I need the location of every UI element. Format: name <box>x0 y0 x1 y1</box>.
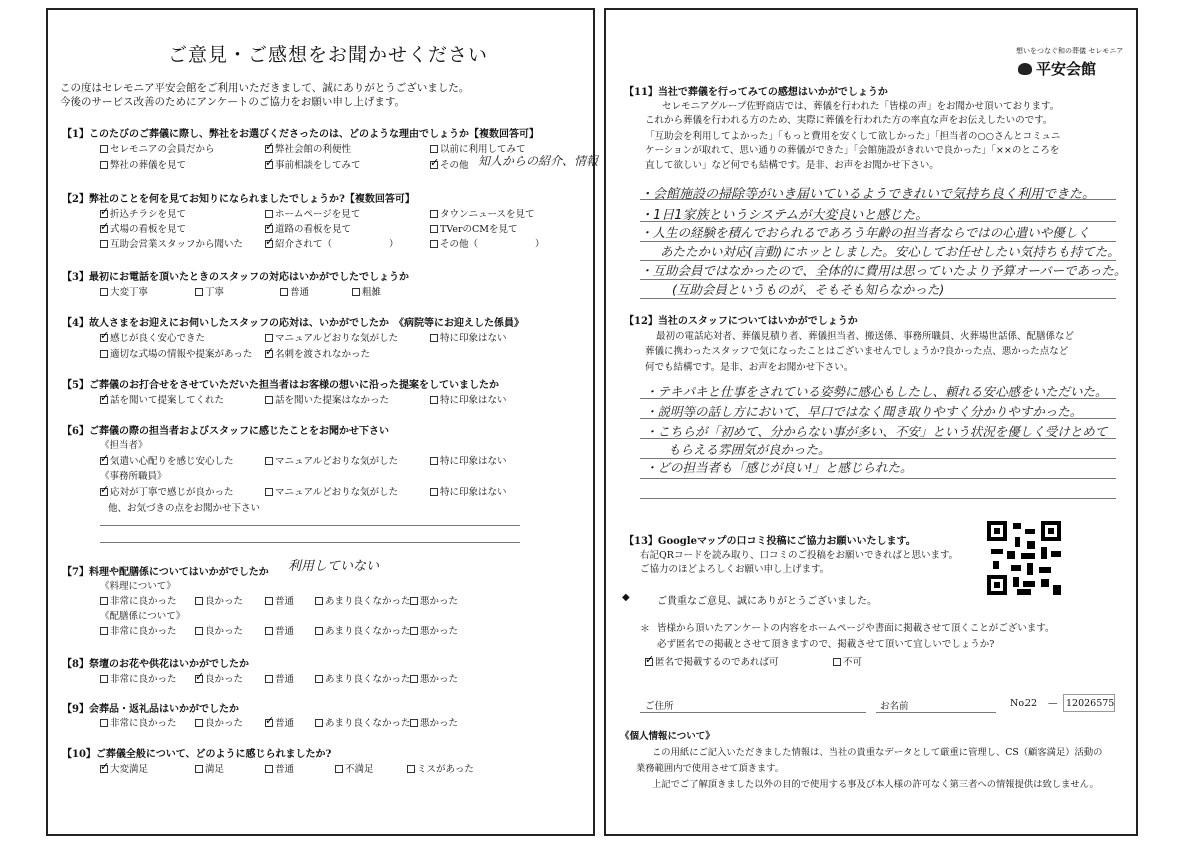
q2-option-flyer[interactable]: ✓折込チラシを見て <box>100 206 186 220</box>
option-label: 良かった <box>205 596 244 607</box>
question-6: 【6】ご葬儀の際の担当者およびスタッフに感じたことをお聞かせ下さい <box>62 426 389 437</box>
privacy-text-2: 業務範囲内で使用させて頂きます。 <box>636 763 785 774</box>
number-dash: — <box>1048 698 1058 709</box>
q12-text-3: 何でも結構です。是非、お声をお聞かせ下さい。 <box>645 362 854 373</box>
option-label: 良かった <box>205 626 244 637</box>
q5-option-no-proposal[interactable]: 話を聞いた提案はなかった <box>265 392 389 406</box>
logo: 平安会館 <box>1018 58 1096 79</box>
option-label: 普通 <box>275 596 295 607</box>
q8-option-2[interactable] <box>265 671 294 685</box>
q4-option-no-impression[interactable]: 特に印象はない <box>430 330 507 344</box>
google-maps-qr-code[interactable] <box>987 521 1061 595</box>
checkbox[interactable] <box>195 597 203 605</box>
publish-option-anonymous[interactable]: ✓匿名で掲載するのであれば可 <box>645 654 779 668</box>
q7a-option-0[interactable] <box>100 593 177 607</box>
q10-option-mistake[interactable]: ミスがあった <box>407 761 474 775</box>
option-label: 普通 <box>275 718 295 729</box>
q10-option-normal[interactable]: 普通 <box>265 761 294 775</box>
q3-option-normal[interactable]: 普通 <box>280 284 309 298</box>
q6-sub-office: 《事務所職員》 <box>100 471 167 482</box>
option-label: 悪かった <box>420 674 459 685</box>
intro-line-2: 今後のサービス改善のためにアンケートのご協力をお願い申し上げます。 <box>60 96 406 108</box>
option-label: 非常に良かった <box>110 596 177 607</box>
q1-option-member[interactable]: セレモニアの会員だから <box>100 141 215 155</box>
privacy-text-3: 上記でご了解頂きました以外の目的で使用する事及び本人様の許可なく第三者への情報提供は致しません。 <box>652 779 1099 790</box>
q9-option-0[interactable] <box>100 715 177 729</box>
option-label: 非常に良かった <box>110 626 177 637</box>
q7b-option-1[interactable] <box>195 623 243 637</box>
question-3: 【3】最初にお電話を頂いたときのスタッフの対応はいかがでしたでしょうか <box>62 272 409 283</box>
checkbox[interactable] <box>410 719 418 727</box>
q7a-option-3[interactable] <box>315 593 411 607</box>
q12-answer-4: もらえる雰囲気が良かった。 <box>668 442 831 457</box>
q2-option-staff[interactable]: 互助会営業スタッフから聞いた <box>100 236 243 250</box>
name-label: お名前 <box>880 701 909 712</box>
q7b-option-0[interactable] <box>100 623 177 637</box>
q11-text-2: これから葬儀を行われる方のため、実際に葬儀を行われた方の率直な声をお伝えしたいのです。 <box>645 115 1053 126</box>
question-12: 【12】当社のスタッフについてはいかがでしょうか <box>624 316 858 327</box>
option-label: 悪かった <box>420 596 459 607</box>
q2-option-road-sign[interactable]: ✓ 道路の看板を見て <box>265 221 351 235</box>
q5-option-no-impression[interactable]: 特に印象はない <box>430 392 507 406</box>
checkbox[interactable] <box>315 719 323 727</box>
q12-text-1: 最初の電話応対者、葬儀見積り者、葬儀担当者、搬送係、事務所職員、火葬場世話係、配膳係など <box>656 331 1075 342</box>
q11-line-6[interactable] <box>640 298 1116 299</box>
question-4: 【4】故人さまをお迎えにお伺いしたスタッフの応対は、いかがでしたか 《病院等にお迎えした係員》 <box>62 318 524 329</box>
q2-option-town-news[interactable]: タウンニュースを見て <box>430 206 535 220</box>
option-label: 悪かった <box>420 718 459 729</box>
q8-option-3[interactable] <box>315 671 411 685</box>
q12-line-5[interactable] <box>640 478 1116 479</box>
option-label: あまり良くなかった <box>325 626 411 637</box>
question-5: 【5】ご葬儀のお打合せをさせていただいた担当者はお客様の想いに沿った提案をしていましたか <box>62 380 499 391</box>
q12-answer-2: ・説明等の話し方において、早口ではなく聞き取りやすく分かりやすかった。 <box>645 404 1083 419</box>
option-label: 非常に良かった <box>110 674 177 685</box>
q11-answer-3: ・人生の経験を積んでおられるであろう年齢の担当者ならではの心遣いや優しく <box>640 225 1090 240</box>
q2-option-homepage[interactable]: ホームページを見て <box>265 206 360 220</box>
checkbox[interactable] <box>315 627 323 635</box>
q9-option-3[interactable] <box>315 715 411 729</box>
number-label: No. <box>1010 698 1027 709</box>
q8-option-4[interactable] <box>410 671 458 685</box>
q9-option-1[interactable] <box>195 715 243 729</box>
intro-line-1: この度はセレモニア平安会館をご利用いただきまして、誠にありがとうございました。 <box>60 82 470 94</box>
q11-text-3: 「互助会を利用してよかった」「もっと費用を安くして欲しかった」「担当者の○○さんとコミュニ <box>645 131 1061 142</box>
q12-answer-5: ・どの担当者も「感じが良い!」と感じられた。 <box>645 460 913 475</box>
question-11: 【11】当社で葬儀を行ってみての感想はいかがでしょうか <box>624 87 888 98</box>
q9-option-4[interactable] <box>410 715 458 729</box>
q11-answer-5: ・互助会員ではなかったので、全体的に費用は思っていたより予算オーバーであった。 <box>640 263 1127 278</box>
checkbox[interactable] <box>100 719 108 727</box>
privacy-title: 《個人情報について》 <box>620 731 715 742</box>
address-label: ご住所 <box>645 701 674 712</box>
q6-other-prompt: 他、お気づきの点をお聞かせ下さい <box>108 503 261 514</box>
option-label: 良かった <box>205 718 244 729</box>
checkbox[interactable] <box>100 675 108 683</box>
asterisk-icon: ＊ <box>640 624 650 635</box>
checkbox[interactable] <box>265 675 273 683</box>
checkbox[interactable] <box>100 627 108 635</box>
logo-tagline: 想いをつなぐ和の葬儀 セレモニア <box>1016 47 1124 55</box>
q10-option-dissatisfied[interactable]: 不満足 <box>335 761 374 775</box>
q1-option-convenience[interactable]: ✓ 弊社会館の利便性 <box>265 141 351 155</box>
question-10: 【10】ご葬儀全般について、どのように感じられましたか? <box>62 749 332 760</box>
q7a-option-4[interactable] <box>410 593 458 607</box>
q12-answer-3: ・こちらが「初めて、分からない事が多い、不安」という状況を優しく受けとめて <box>645 424 1108 439</box>
question-1: 【1】このたびのご葬儀に際し、弊社をお選びくださったのは、どのような理由でしょうか【複数回答可】 <box>62 129 539 140</box>
q8-option-0[interactable] <box>100 671 177 685</box>
q13-text-2: ご協力のほどよろしくお願い申し上げます。 <box>640 564 830 575</box>
q6-office-option-polite[interactable]: ✓応対が丁寧で感じが良かった <box>100 484 234 498</box>
q5-option-listened[interactable]: ✓話を聞いて提案してくれた <box>100 392 224 406</box>
q7-sub-food: 《料理について》 <box>100 581 176 592</box>
option-label: あまり良くなかった <box>325 718 411 729</box>
q2-option-venue-sign[interactable]: ✓式場の看板を見て <box>100 221 186 235</box>
option-label: 普通 <box>275 626 295 637</box>
q11-answer-2: ・1日1家族というシステムが大変良いと感じた。 <box>640 208 929 223</box>
thanks-text: ご貴重なご意見、誠にありがとうございました。 <box>657 596 877 607</box>
option-label: あまり良くなかった <box>325 596 411 607</box>
option-label: あまり良くなかった <box>325 674 411 685</box>
question-9: 【9】会葬品・返礼品はいかがでしたか <box>62 704 239 715</box>
checkbox[interactable] <box>315 675 323 683</box>
q9-option-2[interactable] <box>265 715 294 729</box>
q4-option-no-card[interactable]: ✓ 名刺を渡されなかった <box>265 346 370 360</box>
question-8: 【8】祭壇のお花や供花はいかがでしたか <box>62 659 249 670</box>
q8-option-1[interactable] <box>195 671 243 685</box>
q6-office-option-manual[interactable]: マニュアルどおりな気がした <box>265 484 398 498</box>
checkbox[interactable] <box>410 675 418 683</box>
page-title: ご意見・ご感想をお聞かせください <box>168 44 489 66</box>
option-label: 悪かった <box>420 626 459 637</box>
q2-option-other[interactable]: その他（ ） <box>430 236 545 250</box>
option-label: 非常に良かった <box>110 718 177 729</box>
q3-option-polite[interactable]: 丁寧 <box>195 284 224 298</box>
checkbox[interactable] <box>265 627 273 635</box>
q13-text-1: 右記QRコードを読み取り、口コミのご投稿をお願いできればと思います。 <box>640 550 959 561</box>
q1-option-saw-funeral[interactable]: 弊社の葬儀を見て <box>100 157 186 171</box>
q4-option-venue-info[interactable]: 適切な式場の情報や提案があった <box>100 346 252 360</box>
checkbox[interactable] <box>265 597 273 605</box>
logo-mark-icon <box>1018 63 1032 75</box>
q6-office-option-none[interactable]: 特に印象はない <box>430 484 507 498</box>
checkbox[interactable] <box>410 597 418 605</box>
publish-text-2: 必ず匿名での掲載とさせて頂きますので、掲載させて頂いて宜しいでしょうか? <box>657 639 995 650</box>
q1-option-previous[interactable]: 以前に利用してみて <box>430 141 526 155</box>
q11-text-4: ケーションが取れて、思い通りの葬儀ができた」「会館施設がきれいで良かった」「××のところを <box>645 145 1060 156</box>
q4-option-manual[interactable]: マニュアルどおりな気がした <box>265 330 398 344</box>
checkbox[interactable] <box>315 597 323 605</box>
q2-option-referral[interactable]: ✓ 紹介されて（ ） <box>265 236 399 250</box>
checkbox[interactable] <box>100 597 108 605</box>
q1-handwritten-answer: 知人からの紹介、情報 <box>478 154 599 168</box>
q12-text-2: 葬儀に携わったスタッフで気になったことはございませんでしょうか?良かった点、悪かった点など <box>645 346 1069 357</box>
q6-staff-option-manual[interactable]: マニュアルどおりな気がした <box>265 453 398 467</box>
question-7: 【7】料理や配膳係についてはいかがでしたか <box>62 567 269 578</box>
checkbox[interactable] <box>195 627 203 635</box>
q6-staff-option-caring[interactable]: ✓気遣い心配りを感じ安心した <box>100 453 234 467</box>
q7a-option-1[interactable] <box>195 593 243 607</box>
q7-handwritten-answer: 利用していない <box>288 559 380 574</box>
number-part-b: 12026575 <box>1066 698 1115 709</box>
publish-option-no[interactable]: 不可 <box>833 654 862 668</box>
q6-sub-staff: 《担当者》 <box>100 440 148 451</box>
diamond-icon: ◆ <box>622 592 630 603</box>
number-part-a: 22 <box>1025 698 1038 709</box>
address-field[interactable] <box>640 712 866 713</box>
q7-sub-serving: 《配膳係について》 <box>100 611 186 622</box>
q7a-option-2[interactable] <box>265 593 294 607</box>
q7b-option-2[interactable] <box>265 623 294 637</box>
q2-option-tver-cm[interactable]: TVerのCMを見て <box>430 221 518 235</box>
question-2: 【2】弊社のことを何を見てお知りになられましたでしょうか?【複数回答可】 <box>62 194 415 205</box>
option-label: 普通 <box>275 674 295 685</box>
name-field[interactable] <box>876 712 996 713</box>
q11-answer-4: あたたかい対応(言動)にホッとしました。安心してお任せしたい気持ちも持てた。 <box>660 244 1120 259</box>
question-13: 【13】Googleマップの口コミ投稿にご協力お願いいたします。 <box>624 536 916 547</box>
q1-option-other[interactable]: ✓ その他 <box>430 157 469 171</box>
q11-text-1: セレモニアグループ佐野商店では、葬儀を行われた「皆様の声」をお聞かせ頂いております。 <box>662 101 1060 112</box>
q3-option-rough[interactable]: 粗雑 <box>352 284 381 298</box>
publish-text-1: 皆様から頂いたアンケートの内容をホームページや書面に掲載させて頂くことがございます。 <box>657 623 1055 634</box>
q3-option-very-polite[interactable]: 大変丁寧 <box>100 284 148 298</box>
q6-staff-option-none[interactable]: 特に印象はない <box>430 453 507 467</box>
q7b-option-3[interactable] <box>315 623 411 637</box>
q11-answer-1: ・会館施設の掃除等がいき届いているようできれいで気持ち良く利用できた。 <box>640 187 1096 202</box>
privacy-text-1: この用紙にご記入いただきました情報は、当社の貴重なデータとして厳重に管理し、CS（顧客満足）活動の <box>652 747 1103 758</box>
checkbox[interactable] <box>265 719 273 727</box>
checkbox[interactable] <box>195 675 203 683</box>
q11-text-5: 直して欲しい」など何でも結構です。是非、お声をお聞かせ下さい。 <box>645 160 939 171</box>
q1-option-consultation[interactable]: ✓ 事前相談をしてみて <box>265 157 361 171</box>
q12-answer-1: ・テキパキと仕事をされている姿勢に感心もしたし、頼れる安心感をいただいた。 <box>645 384 1108 399</box>
q4-option-reassuring[interactable]: ✓感じが良く安心できた <box>100 330 205 344</box>
q6-answer-line-1[interactable] <box>100 525 520 526</box>
checkbox[interactable] <box>410 627 418 635</box>
q12-line-6[interactable] <box>640 498 1116 499</box>
q6-answer-line-2[interactable] <box>100 542 520 543</box>
checkbox[interactable] <box>195 719 203 727</box>
q10-option-satisfied[interactable]: 満足 <box>195 761 224 775</box>
q7b-option-4[interactable] <box>410 623 458 637</box>
q11-answer-6: (互助会員というものが、そもそも知らなかった) <box>672 282 945 297</box>
q10-option-very-satisfied[interactable]: ✓大変満足 <box>100 761 148 775</box>
option-label: 良かった <box>205 674 244 685</box>
